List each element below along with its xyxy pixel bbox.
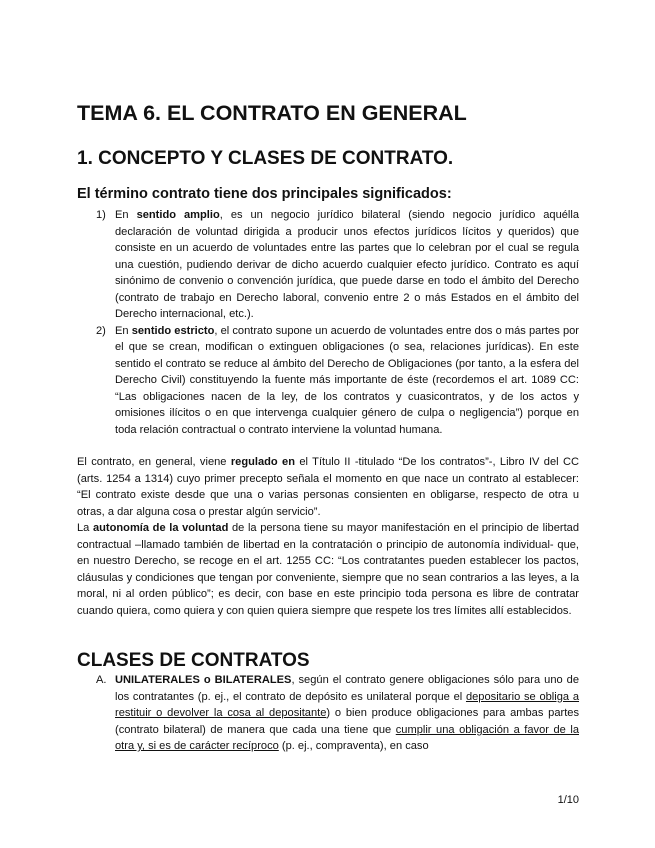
underlined-text-1: depositario se obliga a restituir o devolver la cosa al depositante (115, 690, 580, 719)
item-text-bold: UNILATERALES o BILATERALES (115, 674, 292, 686)
paragraph-autonomia (77, 520, 579, 619)
list-item (77, 207, 579, 323)
page-number: 1/10 (557, 794, 579, 806)
significados-list (77, 207, 579, 438)
section-heading-clases: CLASES DE CONTRATOS (77, 650, 310, 671)
list-marker: 1) (96, 209, 106, 221)
para-text-post: de la persona tiene su mayor manifestación en el principio de libertad contractual –llamado también de libertad en la contratación o principio de autonomía individual- que, en nuestro Derecho, se recoge en el art. 1255 CC: “Los contratantes pueden establecer los pactos, cláusulas y condiciones que tengan por conveniente, siempre que no sean contrarios a las leyes, a la moral, ni al orden público”; es decir, con base en este principio toda persona es libre de contratar cuando quiera, como quiera y con quien quiera siempre que respete los tres límites allí establecidos. (77, 522, 579, 617)
item-text-3: (p. ej., compraventa), en caso (278, 740, 429, 752)
document-title: TEMA 6. EL CONTRATO EN GENERAL (77, 101, 467, 125)
section-heading-concepto: 1. CONCEPTO Y CLASES DE CONTRATO. (77, 148, 454, 169)
item-text-bold: sentido amplio (136, 209, 220, 221)
list-marker: 2) (96, 324, 106, 337)
item-text-post: , es un negocio jurídico bilateral (siendo negocio jurídico aquélla declaración de voluntad dirigida a producir unos efectos jurídicos lícitos y queridos) que consiste en un acuerdo de voluntades entre las partes que lo celebran por el cual se regula una cuestión, pudiendo derivar de dicho acuerdo cualquier efecto jurídico. Contrato es aquí sinónimo de convenio o convención jurídica, que puede darse en todo el ámbito del Derecho (contrato de trabajo en Derecho laboral, convenio entre 2 o más Estados en el ámbito del Derecho internacional, etc.). (115, 209, 580, 320)
clases-list (77, 672, 579, 755)
para-text-pre: La (77, 522, 93, 534)
list-item (77, 672, 579, 755)
item-text-1: , según el contrato genere obligaciones sólo para uno de los contratantes (p. ej., el contrato de depósito es unilateral porque el (115, 674, 579, 703)
item-text-bold: sentido estricto (131, 324, 215, 337)
item-text-pre: En (115, 324, 132, 337)
item-text-pre: En (115, 209, 137, 221)
para-text-pre: El contrato, en general, viene (77, 456, 231, 468)
underlined-text-2: cumplir una obligación a favor de la otra y, si es de carácter recíproco (115, 723, 579, 752)
list-marker: A. (96, 674, 107, 686)
para-text-post: el Título II -titulado “De los contratos”-, Libro IV del CC (arts. 1254 a 1314) cuyo primer precepto señala el momento en que nace un contrato al establecer: “El contrato existe desde que una o varias personas consienten en obligarse, respecto de otra u otras, a dar alguna cosa o prestar algún servicio”. (77, 456, 579, 518)
item-text-post: , el contrato supone un acuerdo de voluntades entre dos o más partes por el que se crean, modifican o extinguen obligaciones (o sea, relaciones jurídicas). En este sentido el contrato se reduce al ámbito del Derecho de Obligaciones (por tanto, a la esfera del Derecho Civil) constituyendo la fuente más importante de éste (recordemos el art. 1089 CC: “Las obligaciones nacen de la ley, de los contratos y cuasicontratos, y de los actos y omisiones ilícitos o en que intervenga cualquier género de culpa o negligencia”) porque en toda relación contractual o contrato interviene la voluntad humana. (115, 324, 579, 436)
para-text-bold: regulado en (230, 456, 295, 468)
para-text-bold: autonomía de la voluntad (92, 522, 229, 534)
list-item (77, 323, 579, 439)
item-text-2: ) o bien produce obligaciones para ambas partes (contrato bilateral) de manera que cada una tiene que (115, 707, 580, 736)
subheading-significados: El término contrato tiene dos principales significados: (77, 186, 452, 202)
paragraph-regulacion (77, 454, 579, 520)
